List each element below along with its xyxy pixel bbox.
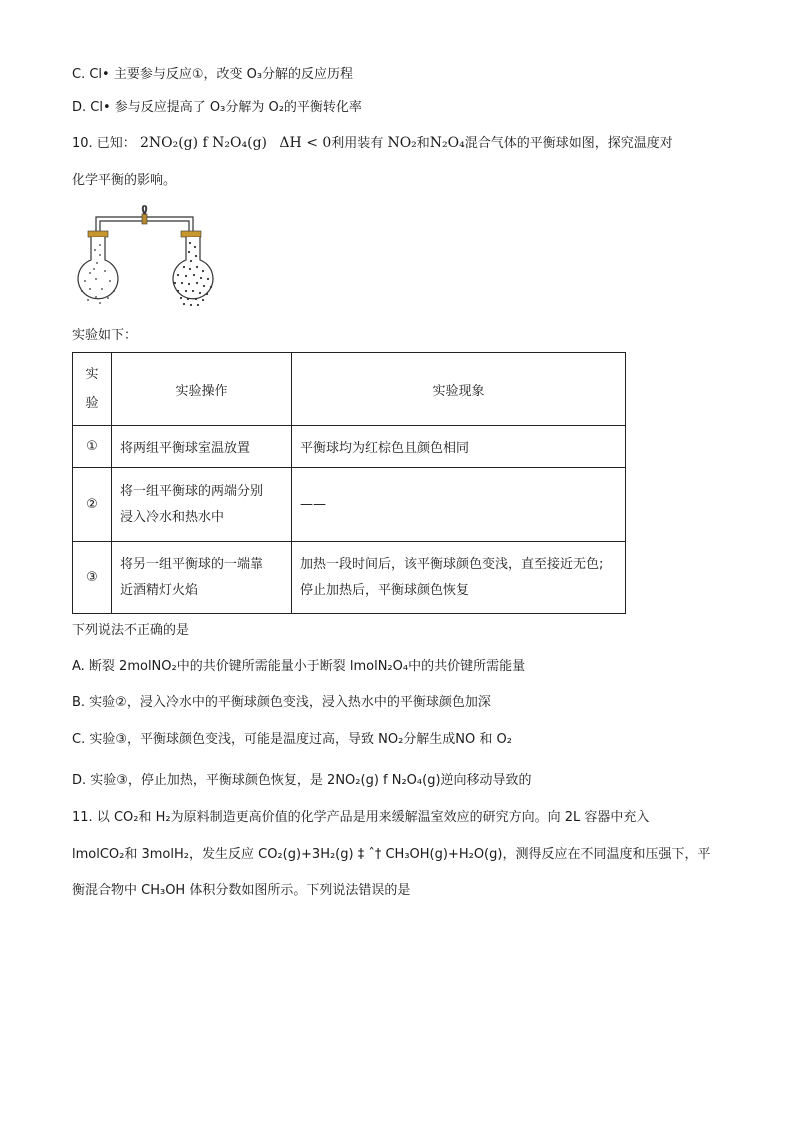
row3-observation xyxy=(292,542,626,614)
row2-num: ② xyxy=(73,468,112,542)
row2-operation xyxy=(112,468,292,542)
q11-line2: lmolCO₂和 3molH₂，发生反应 CO₂(g)+3H₂(g) ‡ ˆ† CH₃OH(g)+H₂O(g)，测得反应在不同温度和压强下，平 xyxy=(72,847,711,862)
q10-stem-line1 xyxy=(72,134,673,153)
option-c-q9: C. Cl• 主要参与反应①，改变 O₃分解的反应历程 xyxy=(72,67,354,82)
q10-option-d: D. 实验③，停止加热，平衡球颜色恢复，是 2NO₂(g) f N₂O₄(g)逆向移动导致的 xyxy=(72,773,532,788)
header-operation: 实验操作 xyxy=(112,353,292,426)
q10-option-a: A. 断裂 2molNO₂中的共价键所需能量小于断裂 lmolN₂O₄中的共价键所需能量 xyxy=(72,659,526,674)
q10-option-c: C. 实验③，平衡球颜色变浅，可能是温度过高，导致 NO₂分解生成NO 和 O₂ xyxy=(72,732,512,747)
q10-question: 下列说法不正确的是 xyxy=(72,623,190,638)
row3-observation-line2: 停止加热后，平衡球颜色恢复 xyxy=(300,582,470,598)
row3-operation-line2: 近酒精灯火焰 xyxy=(120,582,199,598)
q10-text-a: 利用装有 xyxy=(331,136,384,151)
experiment-table xyxy=(72,352,626,614)
q10-option-b: B. 实验②，浸入冷水中的平衡球颜色变浅，浸入热水中的平衡球颜色加深 xyxy=(72,695,491,710)
header-experiment-cell xyxy=(73,353,112,426)
q10-and: 和 xyxy=(416,136,430,151)
table-row xyxy=(73,468,626,542)
q10-equation: 2NO₂(g) f N₂O₄(g) xyxy=(139,135,268,151)
option-d-q9: D. Cl• 参与反应提高了 O₃分解为 O₂的平衡转化率 xyxy=(72,100,362,115)
q10-n2o4: N₂O₄ xyxy=(429,135,465,151)
row2-operation-line1: 将一组平衡球的两端分别 xyxy=(120,483,264,499)
q11-line1: 11. 以 CO₂和 H₂为原料制造更高价值的化学产品是用来缓解温室效应的研究方向。向 2L 容器中充入 xyxy=(72,810,650,825)
row2-operation-line2: 浸入冷水和热水中 xyxy=(120,509,225,525)
q10-enthalpy: ΔH < 0 xyxy=(279,135,332,151)
experiment-intro: 实验如下： xyxy=(72,328,138,343)
table-header-row xyxy=(73,353,626,426)
table-row xyxy=(73,426,626,468)
equilibrium-flask-figure xyxy=(70,205,220,315)
row1-operation: 将两组平衡球室温放置 xyxy=(112,426,292,468)
row3-operation xyxy=(112,542,292,614)
header-observation: 实验现象 xyxy=(292,353,626,426)
q10-no2: NO₂ xyxy=(387,135,417,151)
row3-observation-line1: 加热一段时间后，该平衡球颜色变浅，直至接近无色; xyxy=(300,556,604,572)
row3-operation-line1: 将另一组平衡球的一端靠 xyxy=(120,556,264,572)
row2-observation: —— xyxy=(292,468,626,542)
table-row xyxy=(73,542,626,614)
q10-stem-line2: 化学平衡的影响。 xyxy=(72,173,177,188)
q10-number: 10. 已知： xyxy=(72,136,136,151)
q11-line3: 衡混合物中 CH₃OH 体积分数如图所示。下列说法错误的是 xyxy=(72,883,411,898)
q10-text-b: 混合气体的平衡球如图，探究温度对 xyxy=(464,136,673,151)
row1-observation: 平衡球均为红棕色且颜色相同 xyxy=(292,426,626,468)
header-experiment: 实验 xyxy=(85,367,99,411)
row1-num: ① xyxy=(73,426,112,468)
row3-num: ③ xyxy=(73,542,112,614)
